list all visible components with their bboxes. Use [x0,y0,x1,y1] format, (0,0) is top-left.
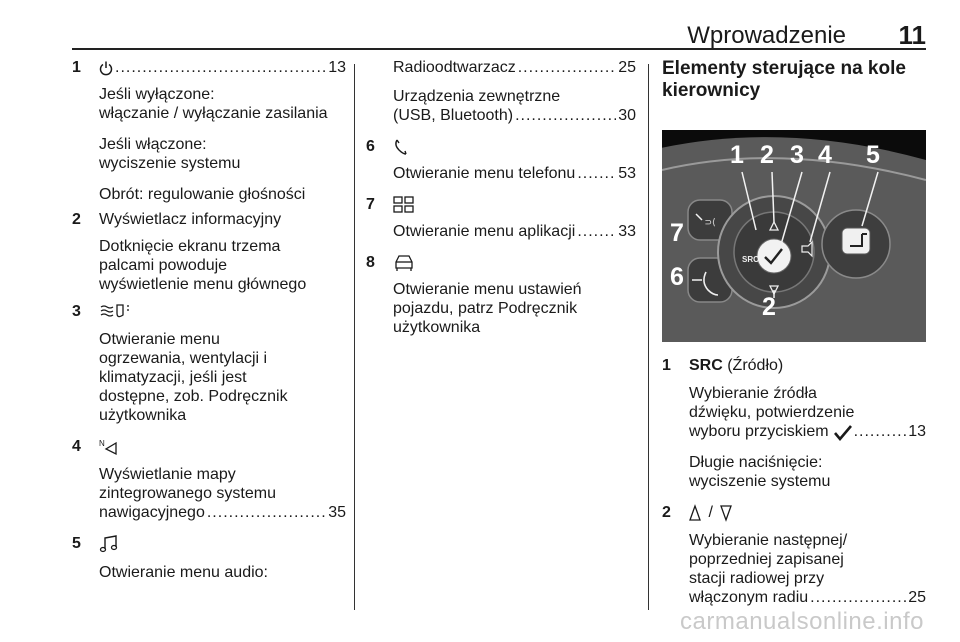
icon-line [393,195,636,214]
heading-line: kierownicy [662,80,761,101]
steering-wheel-illustration [662,130,926,342]
item-2 [72,210,346,294]
leader-dots [577,222,616,241]
toc-line [393,164,636,183]
control-1 [662,356,926,491]
icon-line [689,503,926,522]
item-number: 7 [366,196,375,213]
section-heading [662,58,926,102]
toc-line [393,106,636,125]
text-line: wyciszenie systemu [689,473,831,490]
column-left [72,58,346,594]
page-ref[interactable]: 25 [618,59,636,76]
callout-2-bottom: 2 [762,293,776,321]
text-line: Wybieranie źródła [689,385,817,402]
paragraph [99,85,346,123]
item-number: 1 [72,59,81,76]
item-5 [72,534,346,582]
paragraph [99,330,346,425]
text-line: palcami powoduje [99,257,228,274]
column-right [662,58,926,619]
item-text: Otwieranie menu audio: [99,564,268,581]
apps-grid-icon [393,196,415,214]
item-number: 1 [662,357,671,374]
item-number: 6 [366,138,375,155]
paragraph [689,531,926,607]
key-note: (Źródło) [722,357,784,374]
column-middle [366,58,636,349]
page-number: 11 [898,20,926,50]
icon-line [99,534,346,554]
text-line: stacji radiowej przy [689,570,825,587]
paragraph [99,465,346,522]
page-ref[interactable]: 25 [908,589,926,606]
callout-6: 6 [670,263,684,291]
toc-line [393,58,636,77]
page-ref[interactable]: 13 [328,59,346,76]
item-3 [72,302,346,425]
car-icon [393,254,415,272]
paragraph [99,237,346,294]
item-7 [366,195,636,241]
leader-dots [518,58,616,77]
leader-dots [515,106,616,125]
text-line: Jeśli wyłączone: [99,86,215,103]
text-line: włączanie / wyłączanie zasilania [99,105,328,122]
paragraph: Obrót: regulowanie głośności [99,186,306,203]
text-line: poprzedniej zapisanej [689,551,844,568]
text-line: zintegrowanego systemu [99,485,276,502]
page-header [72,0,926,50]
column-divider [354,64,355,610]
callout-5: 5 [866,141,880,169]
text-line: użytkownika [393,319,481,336]
text-line: Jeśli włączone: [99,136,207,153]
checkmark-icon [834,425,852,441]
page-ref[interactable]: 33 [618,223,636,240]
callout-1: 1 [730,141,744,169]
page-ref[interactable]: 30 [618,107,636,124]
triangle-down-icon [720,504,732,522]
paragraph [393,87,636,125]
toc-line [99,58,346,77]
paragraph [689,384,926,441]
item-4 [72,437,346,522]
svg-text:N: N [99,438,105,448]
item-number: 8 [366,254,375,271]
callout-4: 4 [818,141,832,169]
text-line: dźwięku, potwierdzenie [689,404,855,421]
page-ref[interactable]: 53 [618,165,636,182]
navigation-icon [99,438,119,456]
text-line: Otwieranie menu aplikacji [393,223,576,240]
text-line: dostępne, zob. Podręcznik [99,388,288,405]
paragraph [99,135,346,173]
item-6 [366,137,636,183]
text-line: Dotknięcie ekranu trzema [99,238,281,255]
text-line: klimatyzacji, jeśli jest [99,369,247,386]
text-line: Otwieranie menu telefonu [393,165,576,182]
audio-subitems [366,58,636,125]
leader-dots [854,422,907,441]
leader-dots [115,58,326,77]
text-line: wyboru przyciskiem [689,423,829,440]
leader-dots [810,588,906,607]
climate-icon [99,303,135,321]
text-line: Długie naciśnięcie: [689,454,823,471]
toc-line [393,222,636,241]
icon-line [393,253,636,272]
leader-dots [207,503,326,522]
control-2 [662,503,926,607]
text-line: Otwieranie menu ustawień [393,281,582,298]
svg-text:⊃⟨: ⊃⟨ [704,217,716,227]
page-title: Wprowadzenie [687,22,846,49]
watermark: carmanualsonline.info [680,608,924,635]
text-line: włączonym radiu [689,589,809,606]
callout-3: 3 [790,141,804,169]
item-8 [366,253,636,337]
icon-line [99,437,346,456]
text-line: ogrzewania, wentylacji i [99,350,268,367]
power-icon [99,61,113,77]
toc-line [689,422,926,441]
toc-line [689,588,926,607]
column-divider [648,64,649,610]
text-line: wyświetlenie menu głównego [99,276,307,293]
paragraph [393,280,636,337]
item-number: 3 [72,303,81,320]
callout-7: 7 [670,219,684,247]
text-line: pojazdu, patrz Podręcznik [393,300,578,317]
item-1 [72,58,346,204]
page-ref[interactable]: 13 [908,423,926,440]
text-line: Radioodtwarzacz [393,59,516,76]
heading-line: Elementy sterujące na kole [662,58,906,79]
item-title: Wyświetlacz informacyjny [99,211,282,228]
page-ref[interactable]: 35 [328,504,346,521]
text-line: Urządzenia zewnętrzne [393,88,561,105]
src-label: SRC [742,255,759,264]
key-name: SRC [689,357,723,374]
music-note-icon [99,534,119,554]
item-number: 2 [662,504,671,521]
text-line: Wybieranie następnej/ [689,532,848,549]
text-line: wyciszenie systemu [99,155,241,172]
separator: / [708,504,713,521]
leader-dots [577,164,616,183]
callout-2: 2 [760,141,774,169]
phone-icon [393,138,409,156]
text-line: Otwieranie menu [99,331,220,348]
text-line: Wyświetlanie mapy [99,466,236,483]
icon-line [393,137,636,156]
item-number: 5 [72,535,81,552]
paragraph [689,453,926,491]
text-line: użytkownika [99,407,187,424]
item-number: 4 [72,438,81,455]
icon-line [99,302,346,321]
toc-line [99,503,346,522]
item-number: 2 [72,211,81,228]
triangle-up-icon [689,504,701,522]
text-line: nawigacyjnego [99,504,205,521]
item-title [689,356,926,375]
text-line: (USB, Bluetooth) [393,107,514,124]
